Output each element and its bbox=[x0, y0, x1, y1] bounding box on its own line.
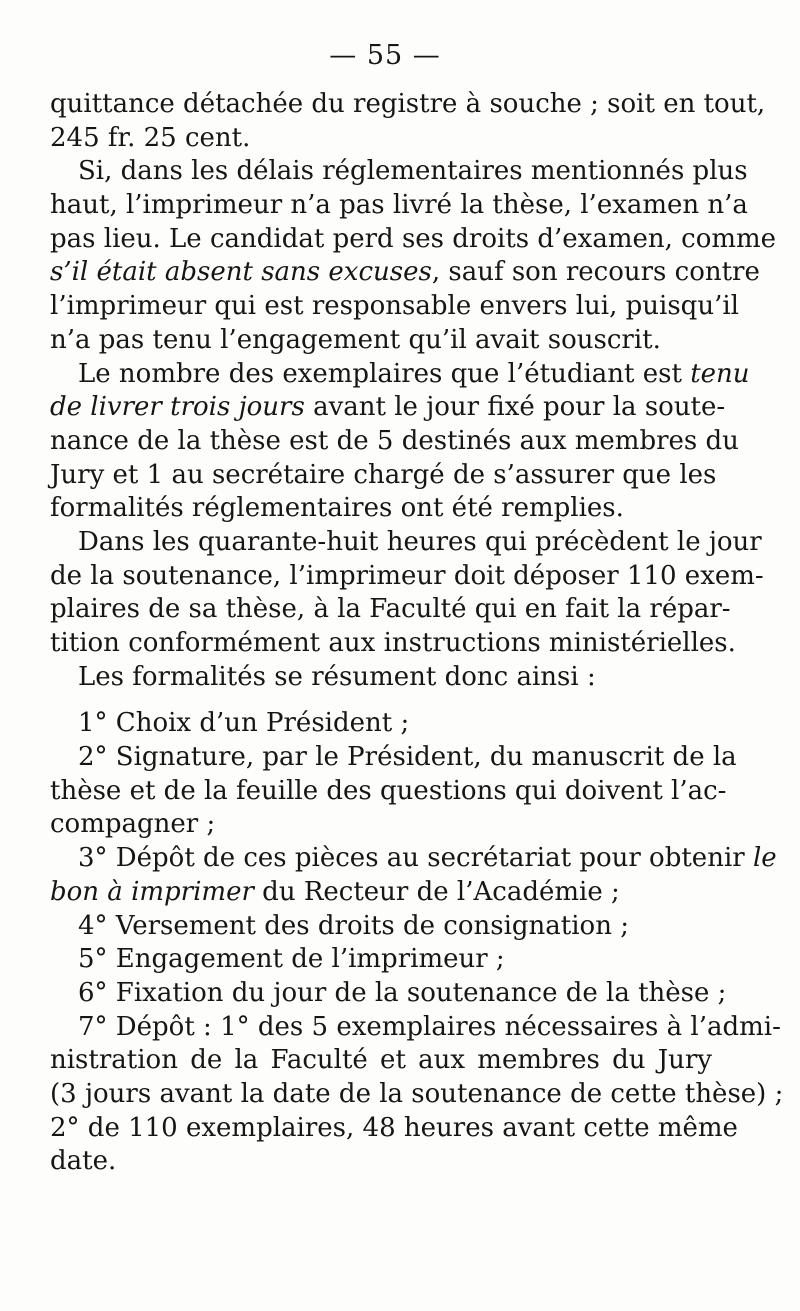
text-line: Le nombre des exemplaires que l’étudiant est tenu bbox=[78, 358, 750, 389]
text-line: de livrer trois jours avant le jour fixé pour la soute- bbox=[50, 392, 726, 423]
text-line: 6° Fixation du jour de la soutenance de la thèse ; bbox=[78, 977, 727, 1008]
text-line: 2° de 110 exemplaires, 48 heures avant cette même bbox=[50, 1112, 738, 1143]
text-line: 4° Versement des droits de consignation ; bbox=[78, 910, 629, 941]
text-line: plaires de sa thèse, à la Faculté qui en fait la répar- bbox=[50, 594, 731, 625]
text-line: pas lieu. Le candidat perd ses droits d’examen, comme bbox=[50, 223, 777, 254]
text-line: Dans les quarante-huit heures qui précèdent le jour bbox=[78, 526, 762, 557]
text-line: 2° Signature, par le Président, du manuscrit de la bbox=[78, 742, 737, 773]
text-line: bon à imprimer du Recteur de l’Académie ; bbox=[50, 876, 620, 907]
text-line: tition conformément aux instructions ministérielles. bbox=[50, 628, 736, 658]
text-line: 3° Dépôt de ces pièces au secrétariat pour obtenir le bbox=[78, 843, 777, 874]
text-line: (3 jours avant la date de la soutenance de cette thèse) ; bbox=[50, 1078, 784, 1109]
text-line: 1° Choix d’un Président ; bbox=[78, 708, 410, 739]
paragraph-gap bbox=[50, 694, 712, 707]
text-line: Les formalités se résument donc ainsi : bbox=[78, 661, 596, 692]
body-text bbox=[50, 88, 784, 1179]
text-line: thèse et de la feuille des questions qui doivent l’ac- bbox=[50, 775, 727, 806]
text-line: haut, l’imprimeur n’a pas livré la thèse, l’examen n’a bbox=[50, 190, 748, 221]
text-line: s’il était absent sans excuses, sauf son recours contre bbox=[50, 257, 760, 288]
text-line: 7° Dépôt : 1° des 5 exemplaires nécessaires à l’admi- bbox=[78, 1011, 781, 1042]
text-line: date. bbox=[50, 1146, 117, 1177]
text-line: nistration de la Faculté et aux membres du Jury bbox=[50, 1045, 712, 1076]
text-line: Si, dans les délais réglementaires mentionnés plus bbox=[78, 156, 748, 187]
text-line: n’a pas tenu l’engagement qu’il avait souscrit. bbox=[50, 324, 661, 355]
text-line: 5° Engagement de l’imprimeur ; bbox=[78, 944, 505, 975]
text-line: compagner ; bbox=[50, 809, 216, 840]
text-line: Jury et 1 au secrétaire chargé de s’assurer que les bbox=[50, 459, 717, 490]
text-line: l’imprimeur qui est responsable envers lui, puisqu’il bbox=[50, 291, 739, 322]
text-line: 245 fr. 25 cent. bbox=[50, 122, 251, 153]
text-line: nance de la thèse est de 5 destinés aux membres du bbox=[50, 425, 739, 456]
page-number: — 55 — bbox=[329, 40, 441, 71]
text-line: de la soutenance, l’imprimeur doit déposer 110 exem- bbox=[50, 560, 764, 591]
text-line: quittance détachée du registre à souche ; soit en tout, bbox=[50, 89, 766, 119]
text-line: formalités réglementaires ont été remplies. bbox=[50, 493, 624, 524]
